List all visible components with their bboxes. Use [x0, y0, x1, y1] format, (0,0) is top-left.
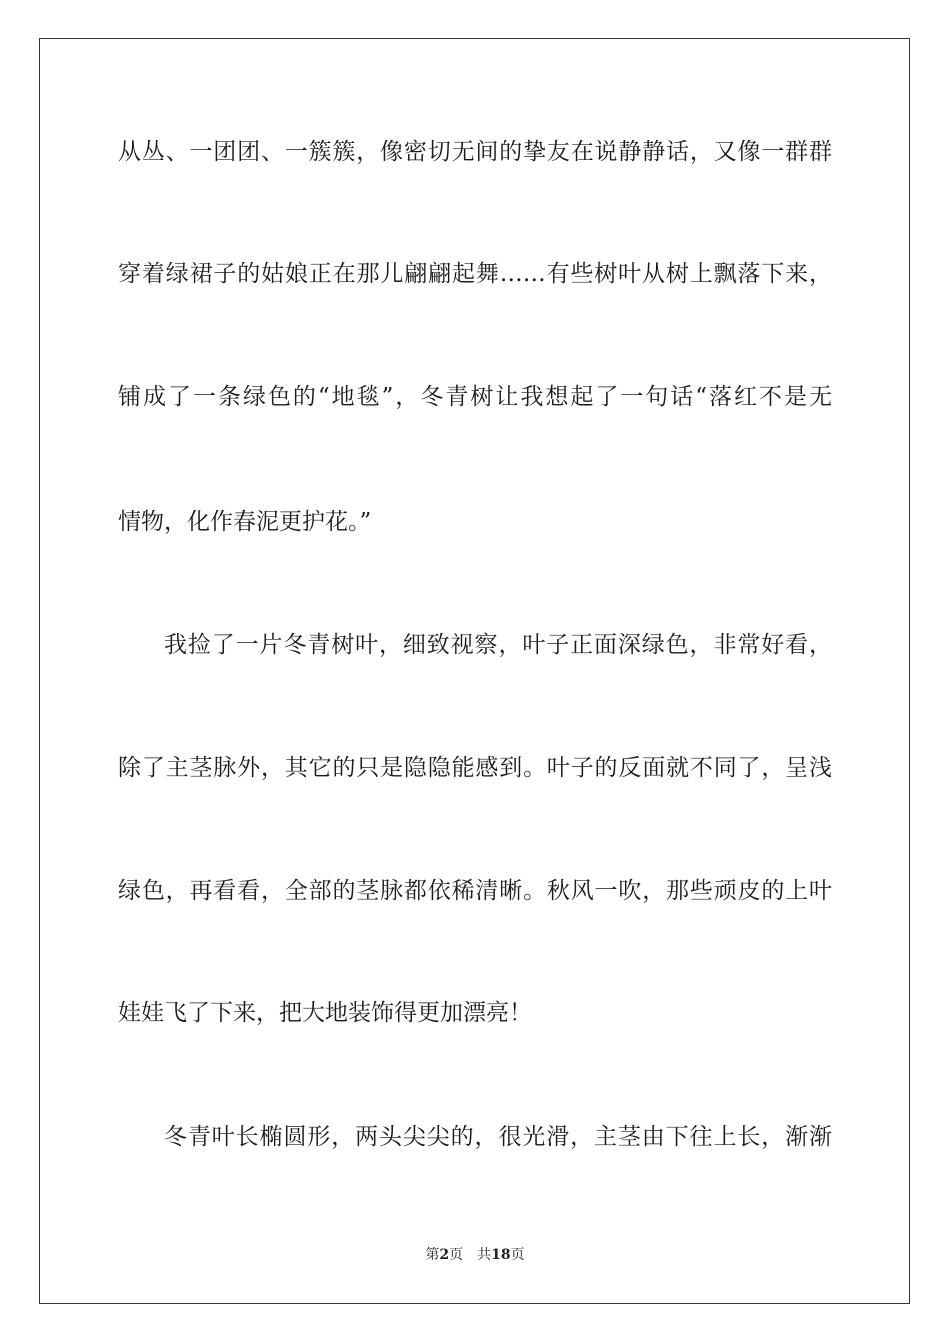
text-line-8: 娃娃飞了下来，把大地装饰得更加漂亮！ — [118, 1000, 532, 1026]
total-suffix: 页 — [510, 1247, 525, 1263]
text-line-5: 我捡了一片冬青树叶，细致视察，叶子正面深绿色，非常好看， — [164, 632, 832, 658]
text-line-4: 情物，化作春泥更护花。” — [118, 509, 372, 535]
text-line-2: 穿着绿裙子的姑娘正在那儿翩翩起舞……有些树叶从树上飘落下来， — [118, 261, 832, 287]
page-current: 2 — [439, 1247, 450, 1263]
page-total: 18 — [491, 1247, 511, 1263]
page-suffix: 页 — [449, 1247, 464, 1263]
text-line-6: 除了主茎脉外，其它的只是隐隐能感到。叶子的反面就不同了，呈浅 — [118, 755, 832, 781]
page-prefix: 第 — [425, 1247, 440, 1263]
page-border — [39, 38, 910, 1304]
text-line-3: 铺成了一条绿色的“地毯”，冬青树让我想起了一句话“落红不是无 — [118, 384, 832, 410]
page-footer — [0, 1245, 950, 1265]
text-line-7: 绿色，再看看，全部的茎脉都依稀清晰。秋风一吹，那些顽皮的上叶 — [118, 878, 832, 904]
total-prefix: 共 — [477, 1247, 492, 1263]
text-line-1: 从丛、一团团、一簇簇，像密切无间的挚友在说静静话，又像一群群 — [118, 139, 832, 165]
text-line-9: 冬青叶长椭圆形，两头尖尖的，很光滑，主茎由下往上长，渐渐 — [164, 1124, 832, 1150]
